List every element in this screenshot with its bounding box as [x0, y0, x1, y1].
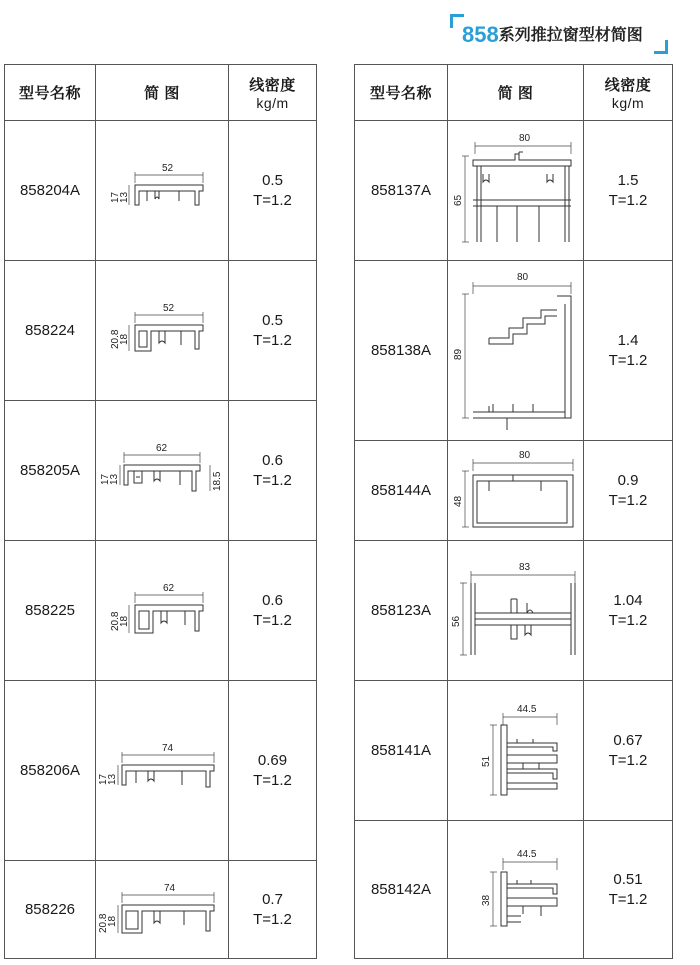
wall-thickness: T=1.2: [608, 611, 648, 629]
model-code: 858137A: [355, 121, 448, 261]
left-header-row: [5, 65, 317, 121]
table-row: [5, 401, 317, 541]
wall-thickness: T=1.2: [253, 191, 292, 209]
profile-diagram-cell: [96, 401, 229, 541]
density-cell: [229, 541, 317, 681]
table-row: [355, 681, 673, 821]
density-value: 0.5: [262, 312, 283, 329]
left-profile-table: [4, 64, 317, 959]
dim-width: 74: [164, 882, 176, 894]
dim-height: 17: [98, 773, 109, 785]
density-value: 0.6: [262, 592, 283, 609]
density-value: 1.5: [617, 172, 639, 189]
col-density-header: [584, 65, 673, 121]
dim-width: 52: [162, 162, 174, 174]
dim-height: 17: [100, 473, 111, 485]
dim-height: 20.8: [110, 329, 121, 349]
dim-inner-height: 13: [119, 191, 130, 203]
density-value: 0.69: [257, 752, 288, 769]
page-title: [462, 22, 643, 48]
col-model-header: 型号名称: [355, 65, 448, 121]
model-code: 858206A: [5, 681, 96, 861]
dim-width: 80: [516, 271, 528, 283]
right-header-row: [355, 65, 673, 121]
density-cell: [584, 541, 673, 681]
dim-height: 20.8: [110, 611, 121, 631]
wall-thickness: T=1.2: [253, 771, 292, 789]
wall-thickness: T=1.2: [608, 191, 648, 209]
profile-diagram: [100, 441, 224, 501]
density-cell: [229, 401, 317, 541]
profile-diagram-cell: [96, 541, 229, 681]
profile-diagram: [100, 879, 224, 941]
density-value: 0.9: [617, 472, 639, 489]
profile-diagram: [461, 699, 571, 803]
profile-diagram-cell: [448, 121, 584, 261]
profile-diagram-cell: [448, 261, 584, 441]
col-diagram-header: 简 图: [96, 65, 229, 121]
table-row: [5, 861, 317, 959]
density-cell: [229, 121, 317, 261]
model-code: 858144A: [355, 441, 448, 541]
profile-diagram: [450, 559, 579, 663]
density-cell: [584, 821, 673, 959]
dim-height: 65: [452, 194, 464, 206]
wall-thickness: T=1.2: [253, 910, 292, 928]
dim-width: 83: [518, 561, 530, 573]
profile-diagram: [453, 268, 579, 434]
density-cell: [584, 261, 673, 441]
density-value: 1.04: [613, 592, 643, 609]
density-cell: [229, 861, 317, 959]
model-code: 858204A: [5, 121, 96, 261]
profile-diagram-cell: [96, 121, 229, 261]
density-value: 0.7: [262, 891, 283, 908]
dim-inner-height: 18: [119, 333, 130, 345]
table-row: [355, 541, 673, 681]
col-model-header: 型号名称: [5, 65, 96, 121]
dim-width: 62: [163, 582, 175, 594]
profile-diagram: [453, 447, 579, 535]
wall-thickness: T=1.2: [608, 890, 648, 908]
dim-height: 38: [480, 894, 492, 906]
dim-inner-height: 18: [119, 615, 130, 627]
model-code: 858225: [5, 541, 96, 681]
density-label: 线密度: [249, 77, 296, 94]
profile-diagram-cell: [448, 681, 584, 821]
title-bracket-bottom-right: [654, 40, 668, 54]
dim-height: 56: [450, 615, 462, 627]
profile-diagram-cell: [96, 681, 229, 861]
density-label: 线密度: [604, 77, 652, 94]
model-code: 858226: [5, 861, 96, 959]
title-series-number: 858: [462, 22, 499, 47]
dim-height: 48: [452, 495, 464, 507]
profile-diagram-cell: [96, 261, 229, 401]
dim-width: 62: [156, 442, 168, 454]
dim-inner-height: 13: [107, 773, 118, 785]
dim-height: 20.8: [98, 913, 109, 933]
density-unit: kg/m: [611, 95, 645, 111]
table-row: [5, 541, 317, 681]
table-row: [355, 441, 673, 541]
profile-diagram-cell: [448, 541, 584, 681]
dim-right-height: 18.5: [212, 471, 223, 491]
profile-diagram: [107, 579, 217, 643]
density-value: 1.4: [617, 332, 639, 349]
density-unit: kg/m: [256, 95, 289, 111]
wall-thickness: T=1.2: [253, 471, 292, 489]
density-cell: [229, 681, 317, 861]
table-row: [355, 821, 673, 959]
model-code: 858141A: [355, 681, 448, 821]
title-text: 系列推拉窗型材简图: [498, 27, 643, 44]
density-cell: [584, 121, 673, 261]
table-row: [5, 121, 317, 261]
profile-diagram: [107, 161, 217, 221]
dim-width: 80: [518, 449, 530, 461]
page-header: [450, 14, 668, 54]
density-cell: [584, 681, 673, 821]
wall-thickness: T=1.2: [608, 351, 648, 369]
density-value: 0.51: [613, 871, 643, 888]
profile-diagram-cell: [448, 821, 584, 959]
table-row: [5, 681, 317, 861]
col-density-header: [229, 65, 317, 121]
wall-thickness: T=1.2: [253, 331, 292, 349]
dim-width: 74: [162, 742, 174, 754]
table-row: [355, 121, 673, 261]
profile-diagram: [107, 299, 217, 363]
profile-diagram: [100, 741, 224, 801]
profile-diagram-cell: [448, 441, 584, 541]
dim-width: 80: [518, 132, 530, 144]
dim-height: 17: [110, 191, 121, 203]
col-diagram-header: 简 图: [448, 65, 584, 121]
density-cell: [584, 441, 673, 541]
dim-height: 51: [480, 755, 492, 767]
density-value: 0.6: [262, 452, 283, 469]
model-code: 858224: [5, 261, 96, 401]
model-code: 858142A: [355, 821, 448, 959]
table-row: [5, 261, 317, 401]
model-code: 858205A: [5, 401, 96, 541]
wall-thickness: T=1.2: [253, 611, 292, 629]
dim-height: 89: [452, 348, 464, 360]
wall-thickness: T=1.2: [608, 751, 648, 769]
model-code: 858138A: [355, 261, 448, 441]
profile-diagram-cell: [96, 861, 229, 959]
density-value: 0.67: [613, 732, 643, 749]
dim-inner-height: 13: [109, 473, 120, 485]
table-row: [355, 261, 673, 441]
profile-diagram: [453, 130, 579, 252]
density-value: 0.5: [262, 172, 283, 189]
dim-inner-height: 18: [107, 915, 118, 927]
dim-width: 52: [163, 302, 175, 314]
density-cell: [229, 261, 317, 401]
dim-width: 44.5: [516, 848, 536, 860]
dim-width: 44.5: [516, 703, 536, 715]
model-code: 858123A: [355, 541, 448, 681]
right-profile-table: [354, 64, 673, 959]
wall-thickness: T=1.2: [608, 491, 648, 509]
profile-diagram: [461, 844, 571, 936]
